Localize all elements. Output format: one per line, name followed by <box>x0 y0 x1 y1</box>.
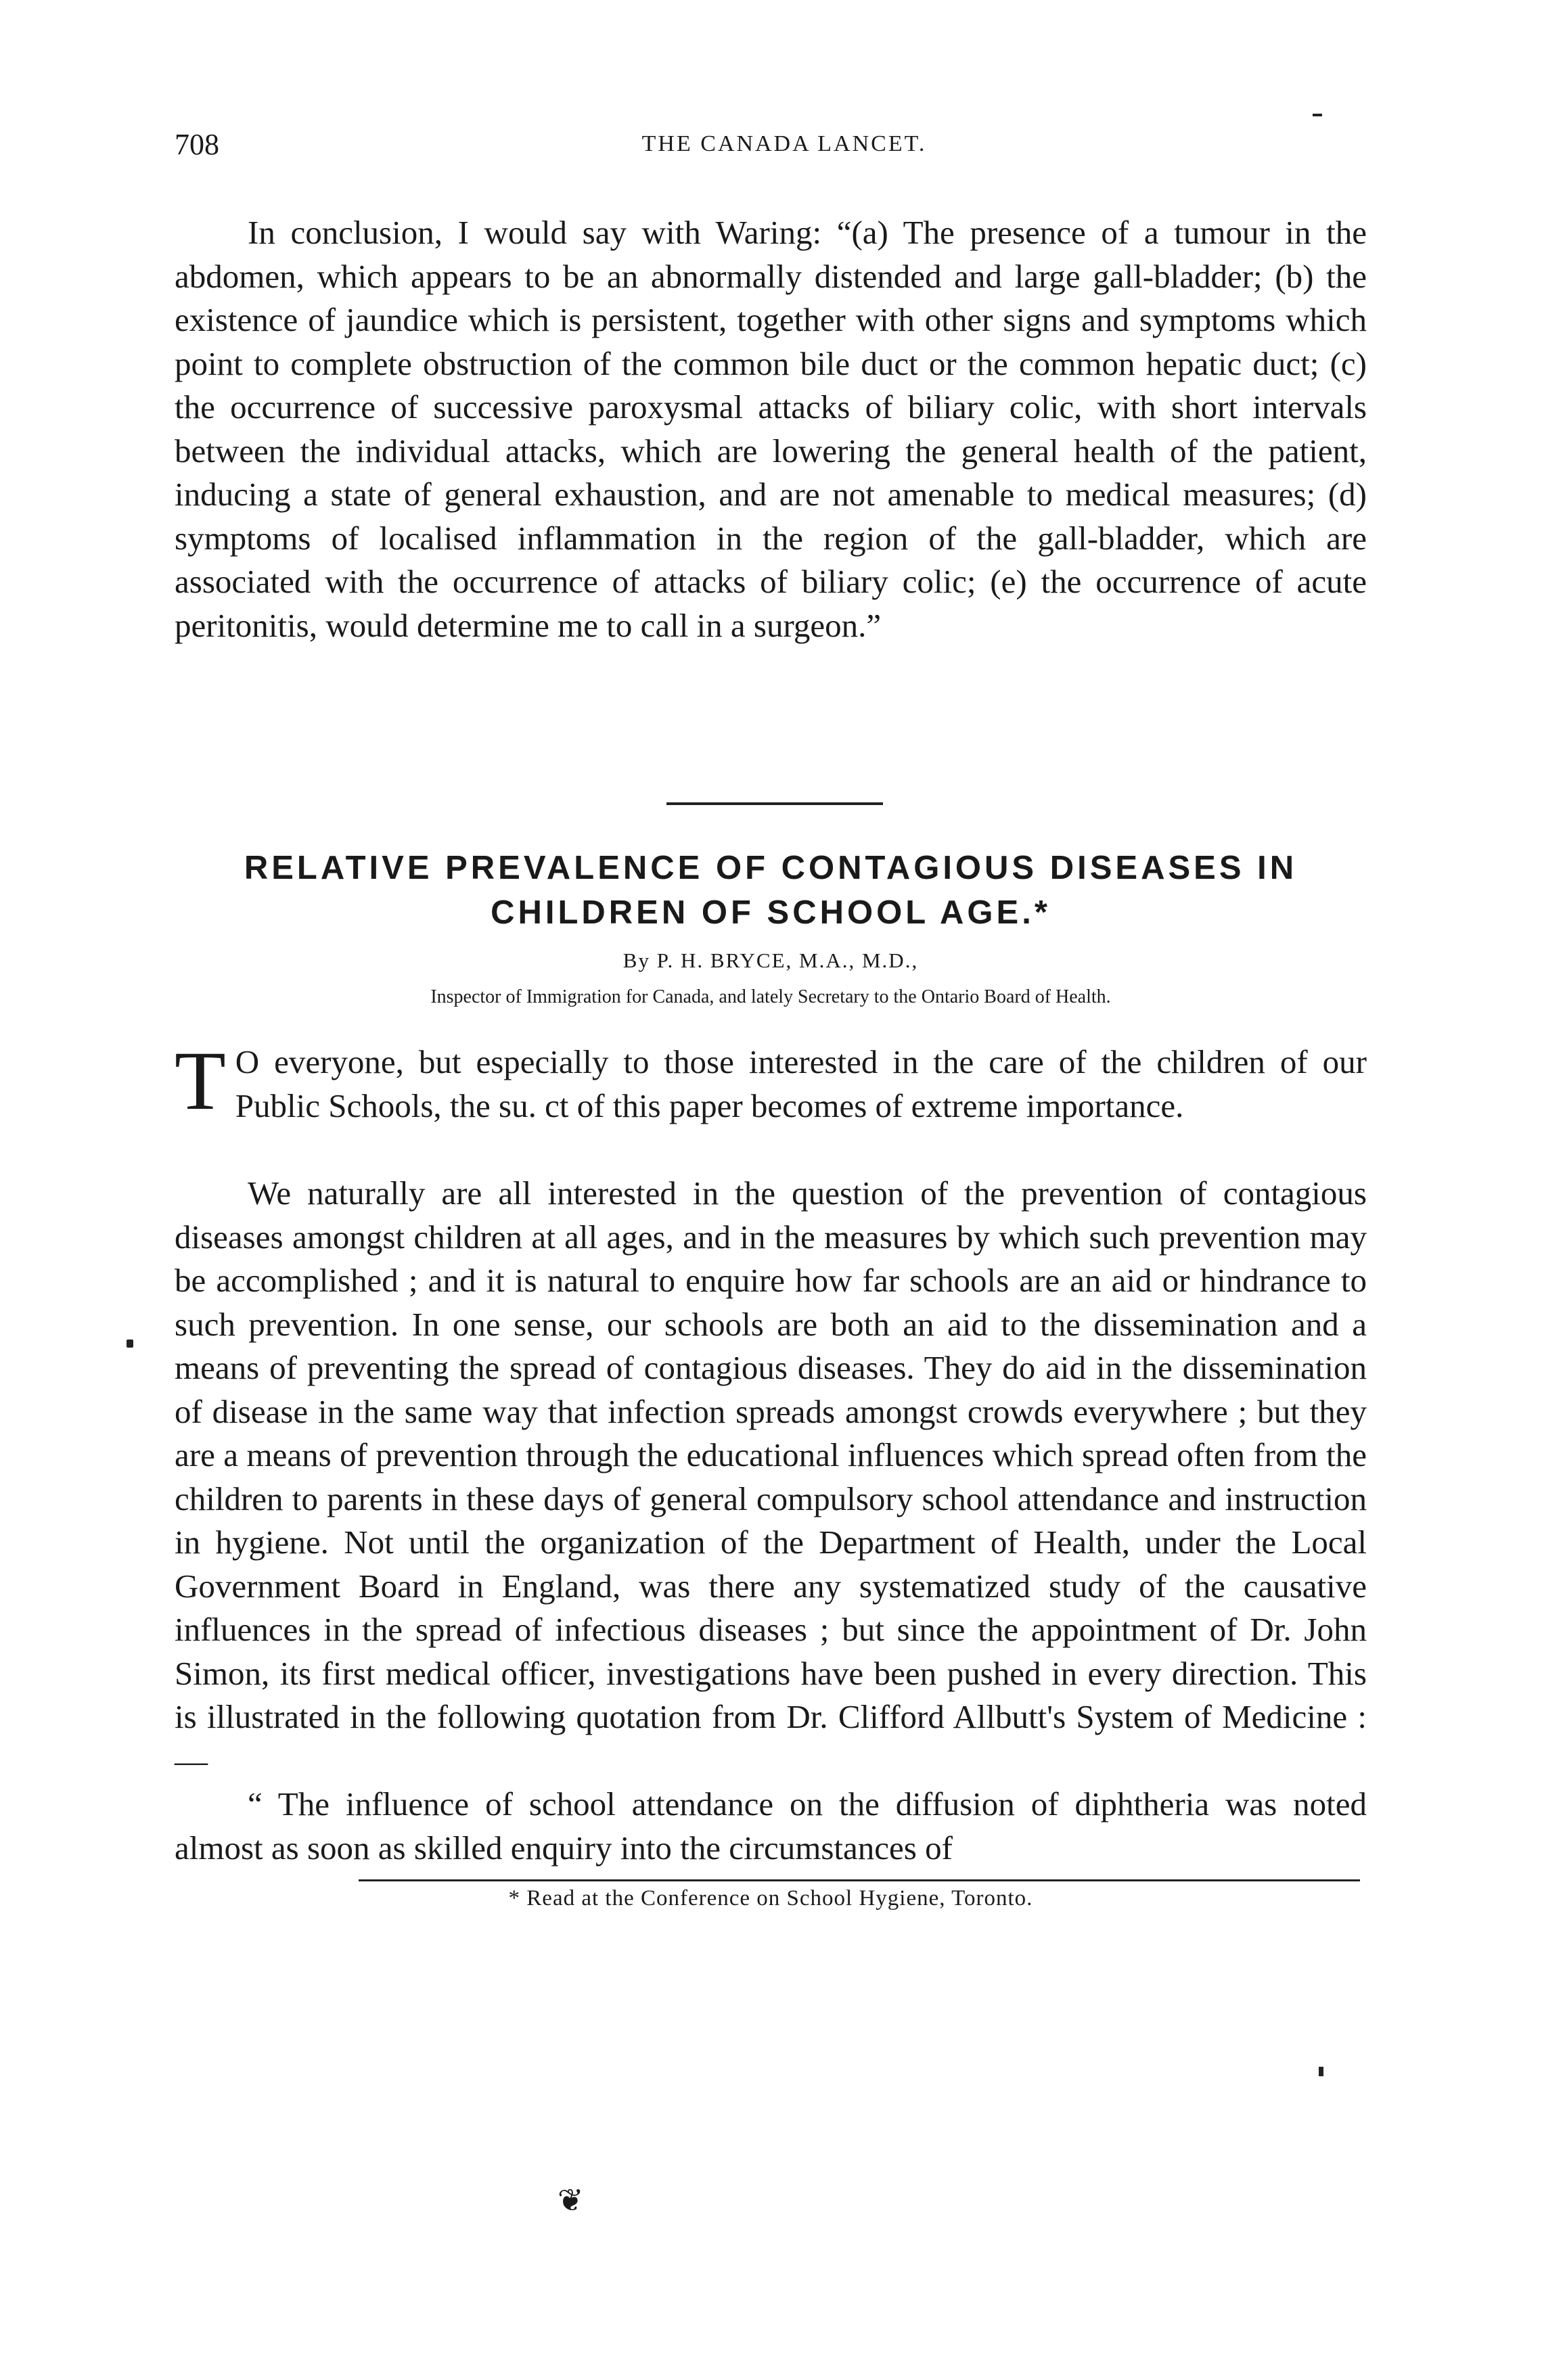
article-title-line-2: CHILDREN OF SCHOOL AGE.* <box>491 894 1051 931</box>
opening-paragraph-text: O everyone, but especially to those interested in the care of the children of our Public Schools, the su. ct of this paper becomes of extreme importance. <box>235 1043 1367 1124</box>
running-head <box>175 127 1367 168</box>
section-divider <box>666 802 883 805</box>
journal-title: THE CANADA LANCET. <box>641 131 927 156</box>
intro-paragraph: In conclusion, I would say with Waring: “(a) The presence of a tumour in the abdomen, which appears to be an abnormally distended and large gall-bladder; (b) the existence of jaundice which is persistent, together with other signs and symptoms which point to complete obstruction of the common bile duct or the common hepatic duct; (c) the occurrence of successive paroxysmal attacks of biliary colic, with short intervals between the individual attacks, which are lowering the general health of the patient, inducing a state of general exhaustion, and are not amenable to medical measures; (d) symptoms of localised inflammation in the region of the gall-bladder, which are associated with the occurrence of attacks of biliary colic; (e) the occurrence of acute peritonitis, would determine me to call in a surgeon.” <box>175 214 1367 644</box>
author-affiliation: Inspector of Immigration for Canada, and lately Secretary to the Ontario Board of Health. <box>430 986 1111 1007</box>
footnote: * Read at the Conference on School Hygiene, Toronto. <box>508 1886 1033 1910</box>
stray-mark <box>1319 2067 1323 2076</box>
article-title-line-1: RELATIVE PREVALENCE OF CONTAGIOUS DISEASES IN <box>244 850 1298 886</box>
body-section <box>175 1172 1367 1870</box>
margin-mark <box>127 1340 133 1348</box>
article-title <box>175 846 1367 935</box>
ornament-icon: ❦ <box>558 2183 584 2218</box>
drop-cap: T <box>175 1034 226 1127</box>
corner-mark <box>1313 114 1322 116</box>
page-number: 708 <box>175 128 219 161</box>
intro-section <box>175 211 1367 647</box>
opening-section <box>175 1034 1367 1128</box>
byline: By P. H. BRYCE, M.A., M.D., <box>622 948 919 972</box>
footnote-rule <box>359 1879 1360 1881</box>
body-paragraph: We naturally are all interested in the question of the prevention of contagious diseases amongst children at all ages, and in the measures by which such prevention may be accomplished ; and it is natural to enquire how far schools are an aid or hindrance to such prevention. In one sense, our schools are both an aid to the dissemination and a means of preventing the spread of contagious diseases. They do aid in the dissemination of disease in the same way that infection spreads amongst crowds everywhere ; but they are a means of prevention through the educational influences which spread often from the children to parents in these days of general compulsory school attendance and instruction in hygiene. Not until the organization of the Department of Health, under the Local Government Board in England, was there any systematized study of the causative influences in the spread of infectious diseases ; but since the appointment of Dr. John Simon, its first medical officer, investigations have been pushed in every direction. This is illustrated in the following quotation from Dr. Clifford Allbutt's System of Medicine :— <box>175 1174 1367 1779</box>
opening-paragraph <box>175 1034 1367 1128</box>
quote-paragraph: “ The influence of school attendance on the diffusion of diphtheria was noted almost as soon as skilled enquiry into the circumstances of <box>175 1785 1367 1867</box>
